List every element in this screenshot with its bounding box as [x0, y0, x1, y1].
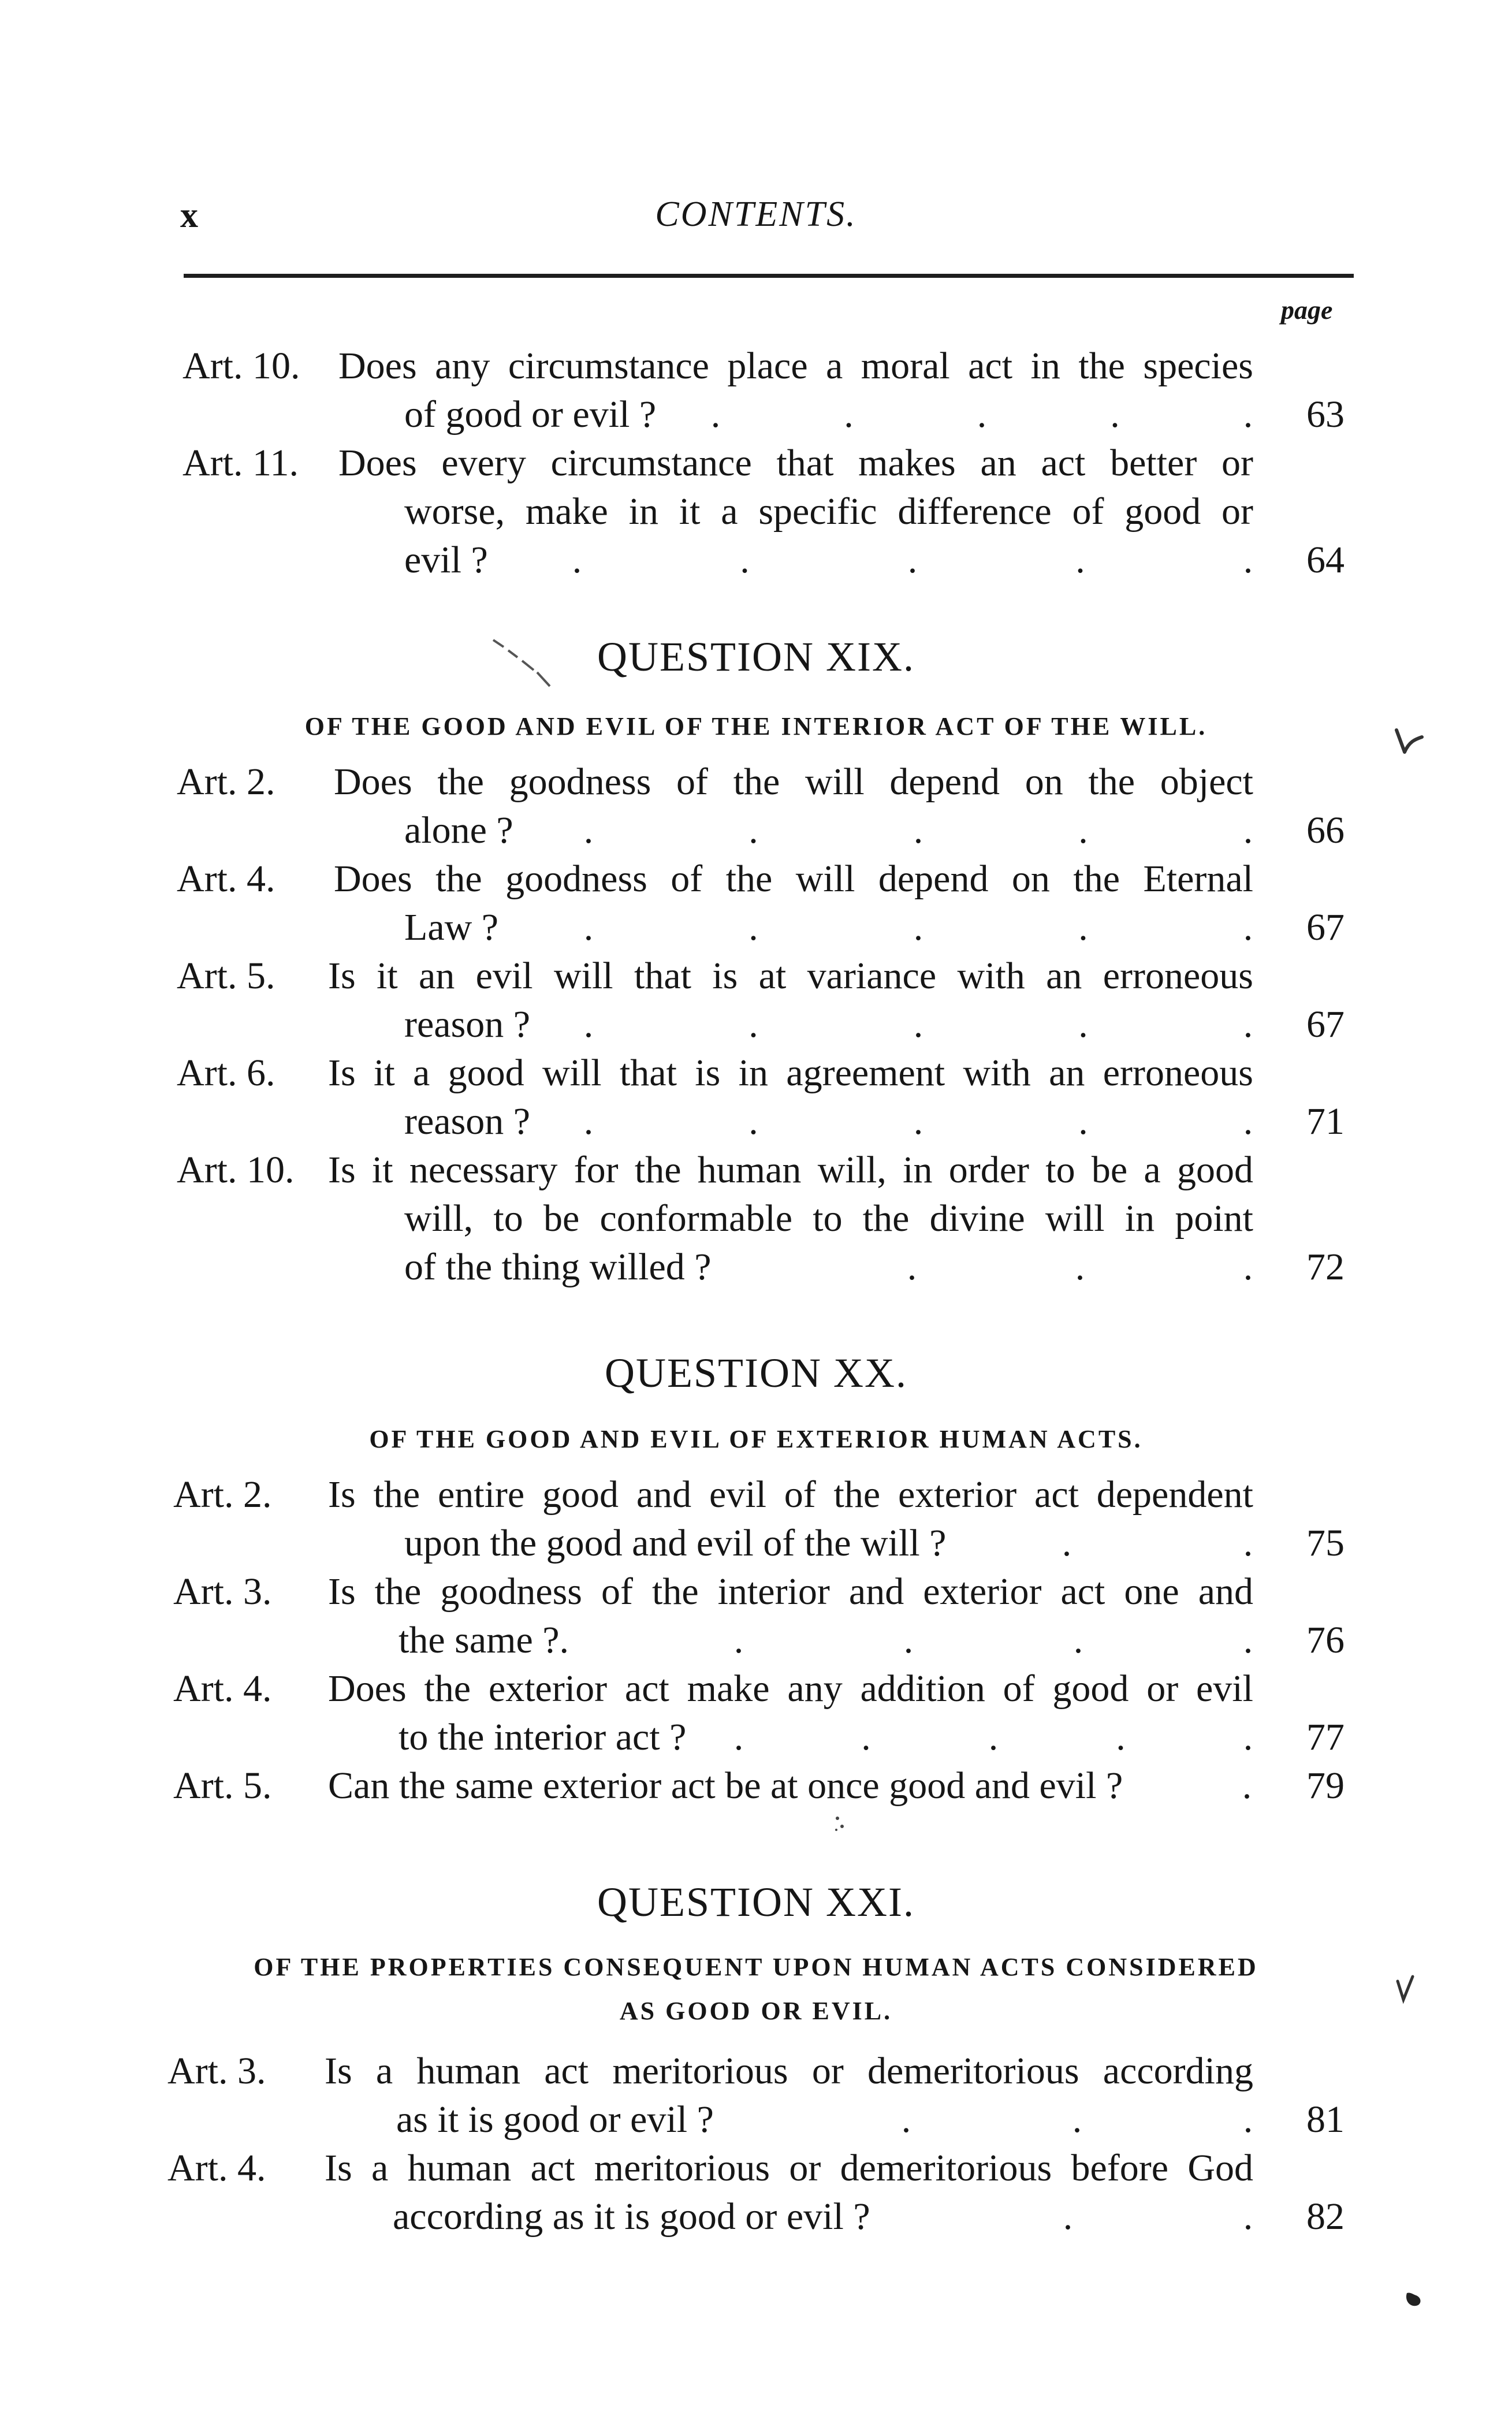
article-number: Art. 10.: [177, 1149, 295, 1191]
page-number: 64: [1306, 539, 1345, 581]
article-number: Art. 6.: [177, 1052, 275, 1094]
entry-text-line: Law ?: [404, 906, 499, 948]
entry-text-line: alone ?: [404, 809, 513, 851]
margin-tick-mark-icon: [1394, 1973, 1417, 2008]
leader-dots: . . . . .: [710, 393, 1253, 436]
entry-text-line: Can the same exterior act be at once good and evil ?: [328, 1765, 1123, 1807]
entry-text-line: the same ?.: [399, 1619, 569, 1661]
page-number: 82: [1306, 2195, 1345, 2238]
article-number: Art. 3.: [167, 2050, 266, 2092]
page-number: 77: [1306, 1716, 1345, 1758]
entry-text-line: upon the good and evil of the will ?: [404, 1522, 947, 1564]
question-subtitle: AS GOOD OR EVIL.: [619, 1997, 893, 2025]
article-number: Art. 2.: [173, 1473, 272, 1516]
leader-dots: . . .: [907, 1246, 1253, 1288]
entry-text-line: of the thing willed ?: [404, 1246, 712, 1288]
page-number: 76: [1306, 1619, 1345, 1661]
page-number: 81: [1306, 2098, 1345, 2141]
margin-tick-mark-icon: [1392, 724, 1427, 759]
entry-text-line: Does the goodness of the will depend on the object: [334, 761, 1253, 803]
page-number: 63: [1306, 393, 1345, 436]
page-number: 67: [1306, 1003, 1345, 1045]
page-title: CONTENTS.: [655, 195, 857, 234]
entry-text-line: Does every circumstance that makes an act better or: [338, 442, 1253, 484]
article-number: Art. 3.: [173, 1570, 272, 1613]
leader-dots: . . . . .: [583, 809, 1253, 851]
question-subtitle: OF THE GOOD AND EVIL OF THE INTERIOR ACT OF THE WILL.: [304, 712, 1208, 740]
header-rule: [184, 274, 1354, 278]
entry-text-line: Is a human act meritorious or demeritorious before God: [325, 2147, 1253, 2189]
page-number: 67: [1306, 906, 1345, 948]
entry-text-line: Is it an evil will that is at variance with an erroneous: [328, 955, 1253, 997]
page-number: 72: [1306, 1246, 1345, 1288]
page-number: 66: [1306, 809, 1345, 851]
page-numeral: x: [180, 196, 198, 235]
page-number: 71: [1306, 1100, 1345, 1142]
article-number: Art. 4.: [167, 2147, 266, 2189]
question-title: QUESTION XIX.: [597, 634, 915, 680]
leader-dots: .: [1242, 1765, 1252, 1807]
entry-text-line: reason ?: [404, 1003, 531, 1045]
article-number: Art. 10.: [183, 345, 300, 387]
entry-text-line: Is the goodness of the interior and exterior act one and: [328, 1570, 1253, 1613]
question-title: QUESTION XX.: [605, 1350, 907, 1396]
entry-text-line: according as it is good or evil ?: [393, 2195, 870, 2238]
leader-dots: . . . . .: [583, 1100, 1253, 1142]
leader-dots: . . . . .: [583, 1003, 1253, 1045]
article-number: Art. 11.: [183, 442, 299, 484]
entry-text-line: Does any circumstance place a moral act in the species: [338, 345, 1253, 387]
entry-text-line: Does the goodness of the will depend on the Eternal: [334, 858, 1253, 900]
entry-text-line: Is it necessary for the human will, in order to be a good: [328, 1149, 1253, 1191]
page-column-label: page: [1281, 295, 1333, 325]
entry-text-line: of good or evil ?: [404, 393, 657, 436]
question-subtitle: OF THE PROPERTIES CONSEQUENT UPON HUMAN ACTS CONSIDERED: [254, 1953, 1258, 1981]
leader-dots: . . .: [901, 2098, 1253, 2141]
article-number: Art. 4.: [177, 858, 275, 900]
entry-text-line: evil ?: [404, 539, 488, 581]
ink-speck-icon: [832, 1813, 849, 1836]
leader-dots: . . . .: [733, 1619, 1253, 1661]
entry-text-line: Is a human act meritorious or demeritorious according: [325, 2050, 1253, 2092]
entry-text-line: Does the exterior act make any addition of good or evil: [328, 1668, 1253, 1710]
entry-text-line: Is the entire good and evil of the exterior act dependent: [328, 1473, 1253, 1516]
ink-blot-icon: [1402, 2287, 1425, 2310]
question-subtitle: OF THE GOOD AND EVIL OF EXTERIOR HUMAN ACTS.: [369, 1425, 1143, 1453]
entry-text-line: Is it a good will that is in agreement with an erroneous: [328, 1052, 1253, 1094]
entry-text-line: will, to be conformable to the divine will in point: [404, 1197, 1253, 1240]
leader-dots: . . . . .: [733, 1716, 1253, 1758]
question-title: QUESTION XXI.: [597, 1879, 915, 1925]
article-number: Art. 2.: [177, 761, 275, 803]
entry-text-line: to the interior act ?: [399, 1716, 687, 1758]
entry-text-line: worse, make in it a specific difference of good or: [404, 490, 1253, 533]
leader-dots: . . . . .: [572, 539, 1253, 581]
article-number: Art. 4.: [173, 1668, 272, 1710]
page-number: 79: [1306, 1765, 1345, 1807]
entry-text-line: reason ?: [404, 1100, 531, 1142]
page-number: 75: [1306, 1522, 1345, 1564]
article-number: Art. 5.: [177, 955, 275, 997]
article-number: Art. 5.: [173, 1765, 272, 1807]
leader-dots: . .: [1062, 1522, 1253, 1564]
leader-dots: . .: [1063, 2195, 1253, 2238]
entry-text-line: as it is good or evil ?: [396, 2098, 714, 2141]
leader-dots: . . . . .: [583, 906, 1253, 948]
